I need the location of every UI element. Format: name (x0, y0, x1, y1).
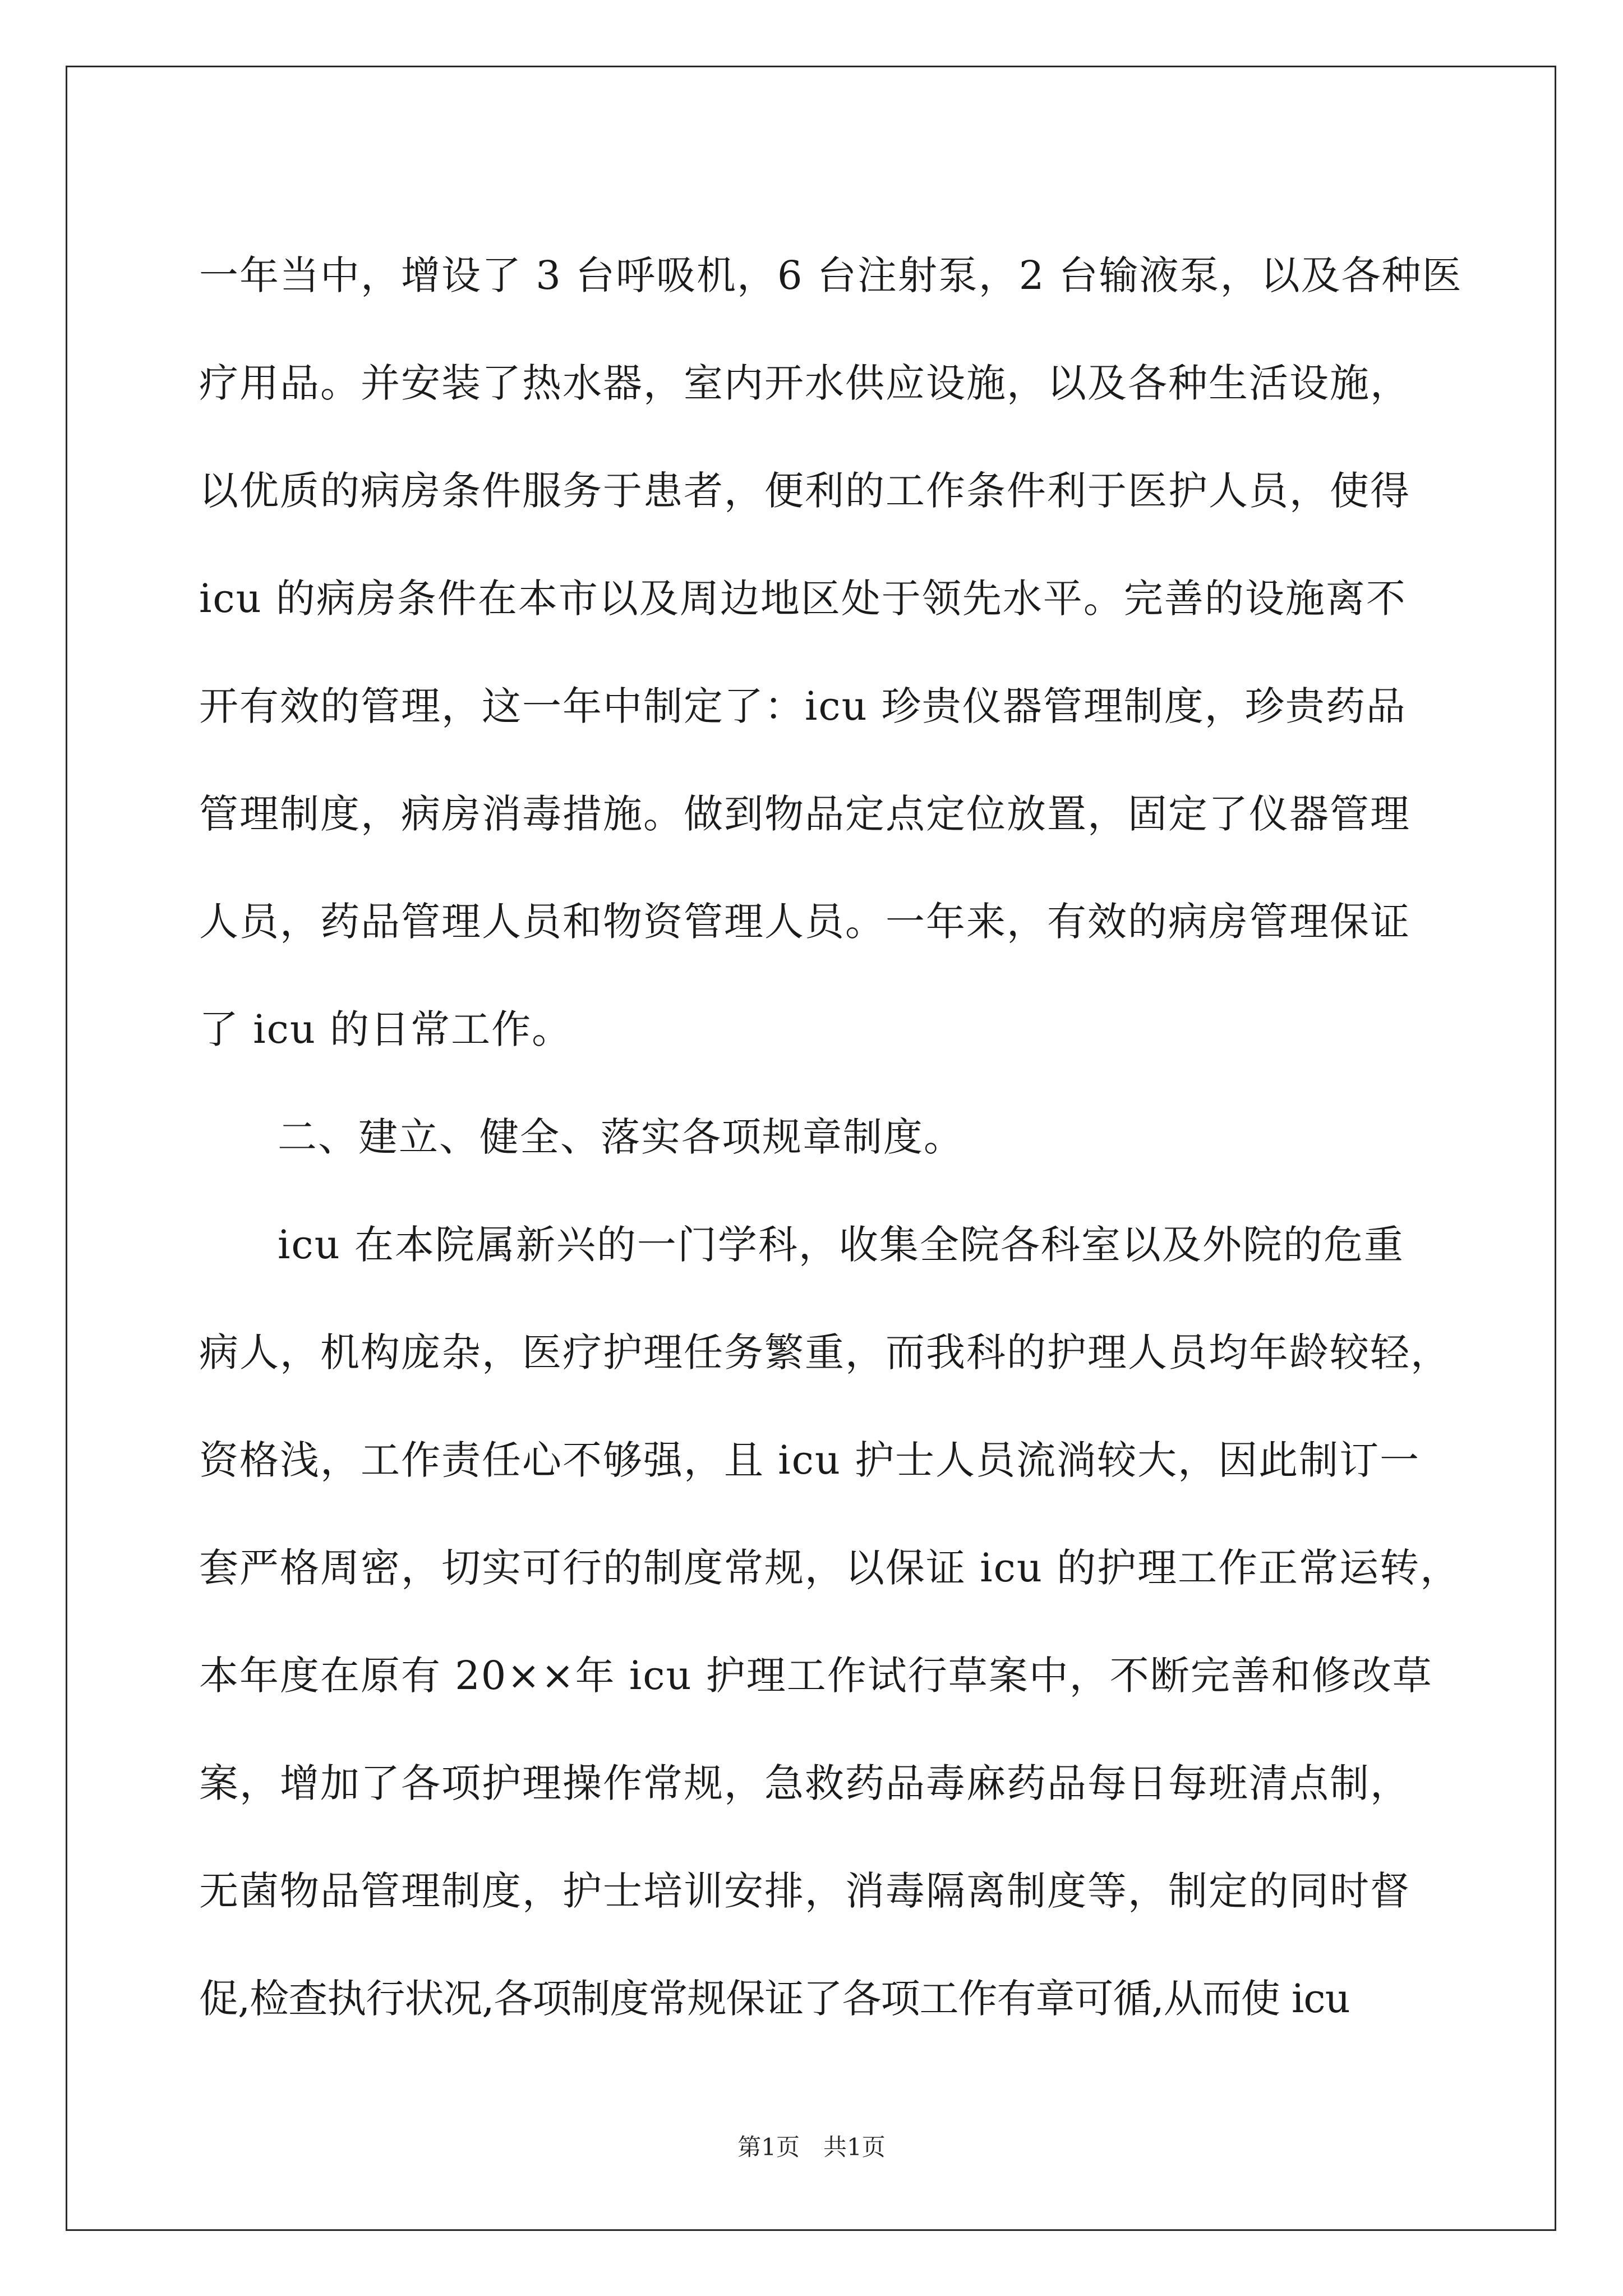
text-line: 开有效的管理，这一年中制定了：icu 珍贵仪器管理制度，珍贵药品 (199, 683, 1407, 729)
text-line: 套严格周密，切实可行的制度常规，以保证 icu 的护理工作正常运转， (199, 1545, 1461, 1591)
page-number: 第1页 共1页 (737, 2133, 886, 2161)
text-line: 管理制度，病房消毒措施。做到物品定点定位放置，固定了仪器管理 (199, 791, 1410, 837)
text-line: 本年度在原有 20××年 icu 护理工作试行草案中，不断完善和修改草 (199, 1653, 1433, 1699)
text-line: 了 icu 的日常工作。 (199, 1006, 573, 1052)
section-heading: 二、建立、健全、落实各项规章制度。 (278, 1114, 964, 1160)
text-line: 一年当中，增设了 3 台呼吸机，6 台注射泵，2 台输液泵，以及各种医 (199, 252, 1463, 298)
text-line: 以优质的病房条件服务于患者，便利的工作条件利于医护人员，使得 (199, 468, 1410, 514)
text-line: 疗用品。并安装了热水器，室内开水供应设施，以及各种生活设施， (199, 360, 1410, 406)
text-line: 人员，药品管理人员和物资管理人员。一年来，有效的病房管理保证 (199, 899, 1410, 945)
text-line: 无菌物品管理制度，护士培训安排，消毒隔离制度等，制定的同时督 (199, 1868, 1410, 1914)
text-line: 资格浅，工作责任心不够强，且 icu 护士人员流淌较大，因此制订一 (199, 1437, 1421, 1483)
text-line: icu 的病房条件在本市以及周边地区处于领先水平。完善的设施离不 (199, 576, 1407, 622)
text-line: 病人，机构庞杂，医疗护理任务繁重，而我科的护理人员均年龄较轻， (199, 1329, 1451, 1375)
text-line: 案，增加了各项护理操作常规，急救药品毒麻药品每日每班清点制， (199, 1760, 1410, 1806)
text-line: 促,检查执行状况,各项制度常规保证了各项工作有章可循,从而使 icu (199, 1976, 1350, 2022)
text-line: icu 在本院属新兴的一门学科，收集全院各科室以及外院的危重 (278, 1222, 1404, 1268)
document-body (199, 222, 1463, 2053)
